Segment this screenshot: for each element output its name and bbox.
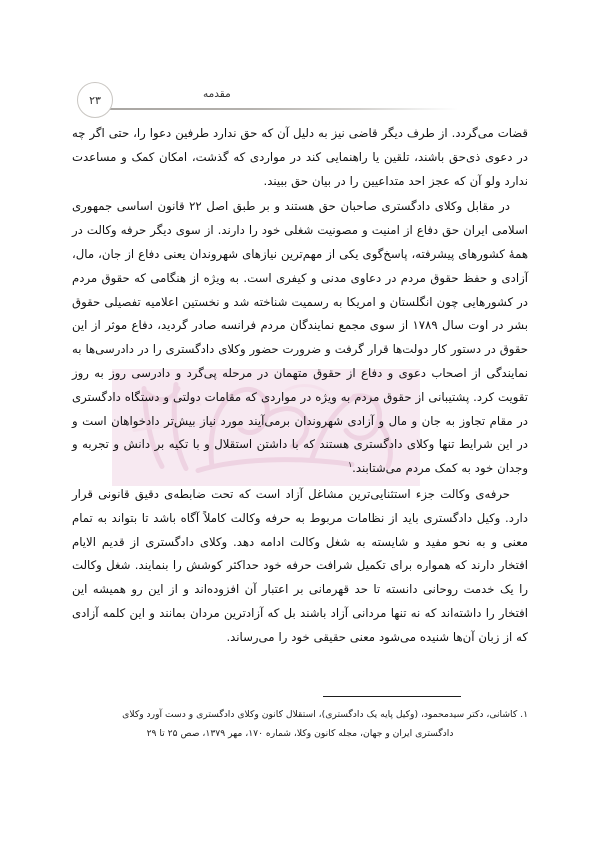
header-rule — [108, 108, 458, 110]
page-header — [0, 82, 600, 122]
footnote-line: دادگستری ایران و جهان، مجله کانون وکلا، شماره ۱۷۰، مهر ۱۳۷۹، صص ۲۵ تا ۲۹ — [146, 727, 454, 739]
footnote-separator — [323, 696, 461, 697]
footnote-reference: ۱ — [348, 460, 353, 470]
paragraph — [72, 195, 528, 481]
footnote-line: ۱. کاشانی، دکتر سیدمحمود، (وکیل پایه یک دادگستری)، استقلال کانون وکلای دادگستری و دست آورد وکلای — [122, 709, 528, 721]
running-head: مقدمه — [197, 88, 237, 100]
page-number: ۲۳ — [89, 93, 101, 107]
paragraph: حرفه‌ی وکالت جزء استثنایی‌ترین مشاغل آزاد است که تحت ضابطه‌ی دقیق قانونی قرار دارد. وکیل دادگستری باید از نظامات مربوط به حرفه وکالت کاملاً آگاه باشد تا بتواند به تمام معنی و به نحو مفید و شایسته به شغل وکالت ادامه دهد. وکلای دادگستری از قدیم الایام افتخار دارند که همواره برای تکمیل شرافت حرفه خود حداکثر کوشش را بنمایند. شغل وکالت را یک خدمت روحانی دانسته تا حد قهرمانی بر اعتبار آن افزوده‌اند و از این رو همیشه این افتخار را داشته‌اند که نه تنها مردانی آزاد باشند بل که آزادترین مردان بمانند و این کلمه آزادی که از زبان آن‌ها شنیده می‌شود معنی حقیقی خود را می‌رساند. — [72, 486, 528, 644]
footnote-area — [72, 696, 528, 743]
paragraph: قضات می‌گردد. از طرف دیگر قاضی نیز به دلیل آن که حق ندارد طرفین دعوا را، حتی اگر چه در دعوی ذی‌حق باشند، تلقین یا راهنمایی کند در مواردی که گذشت، امکان کمک و مساعدت ندارد ولو آن که عجز احد متداعیین را در بیان حق ببیند. — [72, 126, 528, 188]
body-text — [72, 122, 528, 652]
folio-circle — [77, 82, 113, 118]
paragraph-text: در مقابل وکلای دادگستری صاحبان حق هستند و بر طبق اصل ۲۲ قانون اساسی جمهوری اسلامی ایران حق دفاع از امنیت و مصونیت شغلی خود را دارند. از سوی دیگر حرفه وکالت در همهٔ کشورهای پیشرفته، پاسخ‌گوی یکی از مهم‌ترین نیازهای شهروندان یعنی دفاع از جان، مال، آزادی و حفظ حقوق مردم در دعاوی مدنی و کیفری است. به ویژه از هنگامی که حقوق مردم در کشورهایی چون انگلستان و امریکا به رسمیت شناخته شد و نخستین اعلامیه تفصیلی حقوق بشر در اوت سال ۱۷۸۹ از سوی مجمع نمایندگان مردم فرانسه صادر گردید، دفاع موثر از این حقوق در دستور کار دولت‌ها قرار گرفت و ضرورت حضور وکلای دادگستری را در دادرسی‌ها به نمایندگی از اصحاب دعوی و دفاع از حقوق متهمان در مرحله پی‌گرد و دادرسی روز به روز تقویت کرد. پشتیبانی از حقوق مردم به ویژه در مواردی که مقامات دولتی و دستگاه دادگستری در مقام تجاوز به جان و مال و آزادی شهروندان برمی‌آیند مورد نیاز بیش‌تر دادخواهان است و در این شرایط تنها وکلای دادگستری هستند که با داشتن استقلال و با تکیه بر دانش و تجربه و وجدان خود به کمک مردم می‌شتابند. — [72, 199, 528, 476]
